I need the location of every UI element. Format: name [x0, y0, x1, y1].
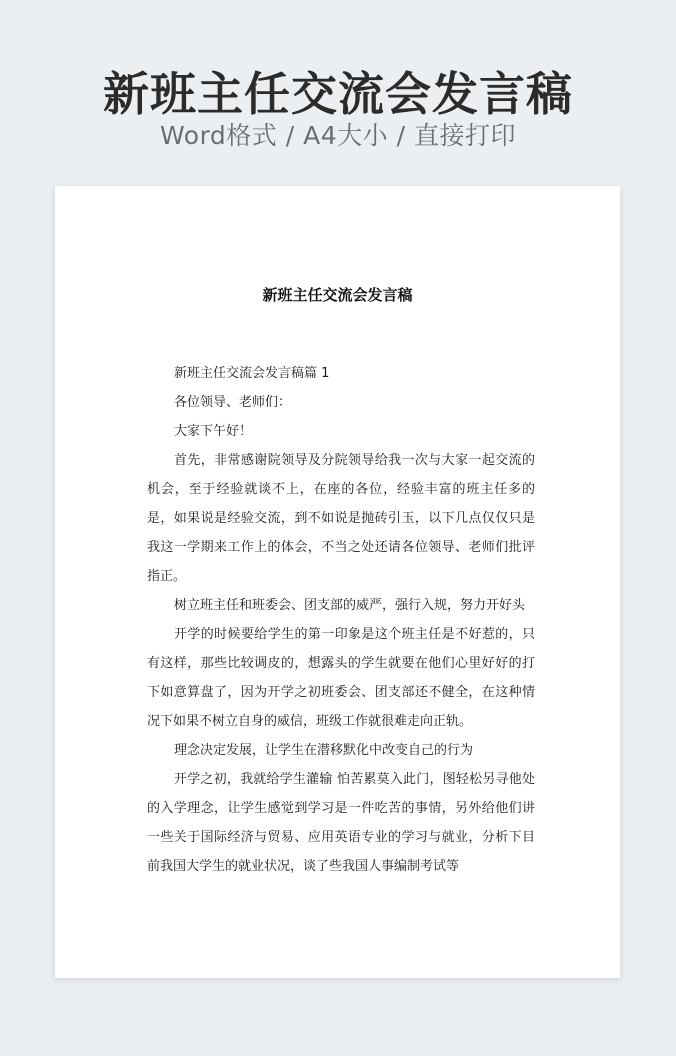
salutation: 各位领导、老师们： [174, 395, 292, 410]
document-body [147, 359, 535, 881]
point-heading: 树立班主任和班委会、团支部的威严，强行入规，努力开好头 [174, 598, 526, 613]
point-heading: 理念决定发展，让学生在潜移默化中改变自己的行为 [174, 743, 474, 758]
section-heading: 新班主任交流会发言稿篇 1 [174, 366, 330, 381]
document-title: 新班主任交流会发言稿 [262, 286, 413, 304]
body-paragraph: 开学的时候要给学生的第一印象是这个班主任是不好惹的，只有这样，那些比较调皮的，想露头的学生就要在他们心里好好的打下如意算盘了，因为开学之初班委会、团支部还不健全，在这种情况下如果不树立自身的威信，班级工作就很难走向正轨。 [147, 627, 535, 729]
document-page [55, 186, 620, 978]
body-paragraph: 开学之初，我就给学生灌输 怕苦累莫入此门，图轻松另寻他处 的入学理念，让学生感觉到学习是一件吃苦的事情，另外给他们讲一些关于国际经济与贸易、应用英语专业的学习与就业，分析下目前我国大学生的就业状况，谈了些我国人事编制考试等 [147, 772, 535, 874]
banner-subtitle: Word格式 / A4大小 / 直接打印 [160, 121, 516, 150]
banner-title: 新班主任交流会发言稿 [103, 67, 573, 121]
greeting: 大家下午好！ [174, 424, 253, 439]
body-paragraph: 首先，非常感谢院领导及分院领导给我一次与大家一起交流的机会，至于经验就谈不上，在座的各位，经验丰富的班主任多的是，如果说是经验交流，到不如说是抛砖引玉，以下几点仅仅只是我这一学期来工作上的体会，不当之处还请各位领导、老师们批评指正。 [147, 453, 535, 584]
